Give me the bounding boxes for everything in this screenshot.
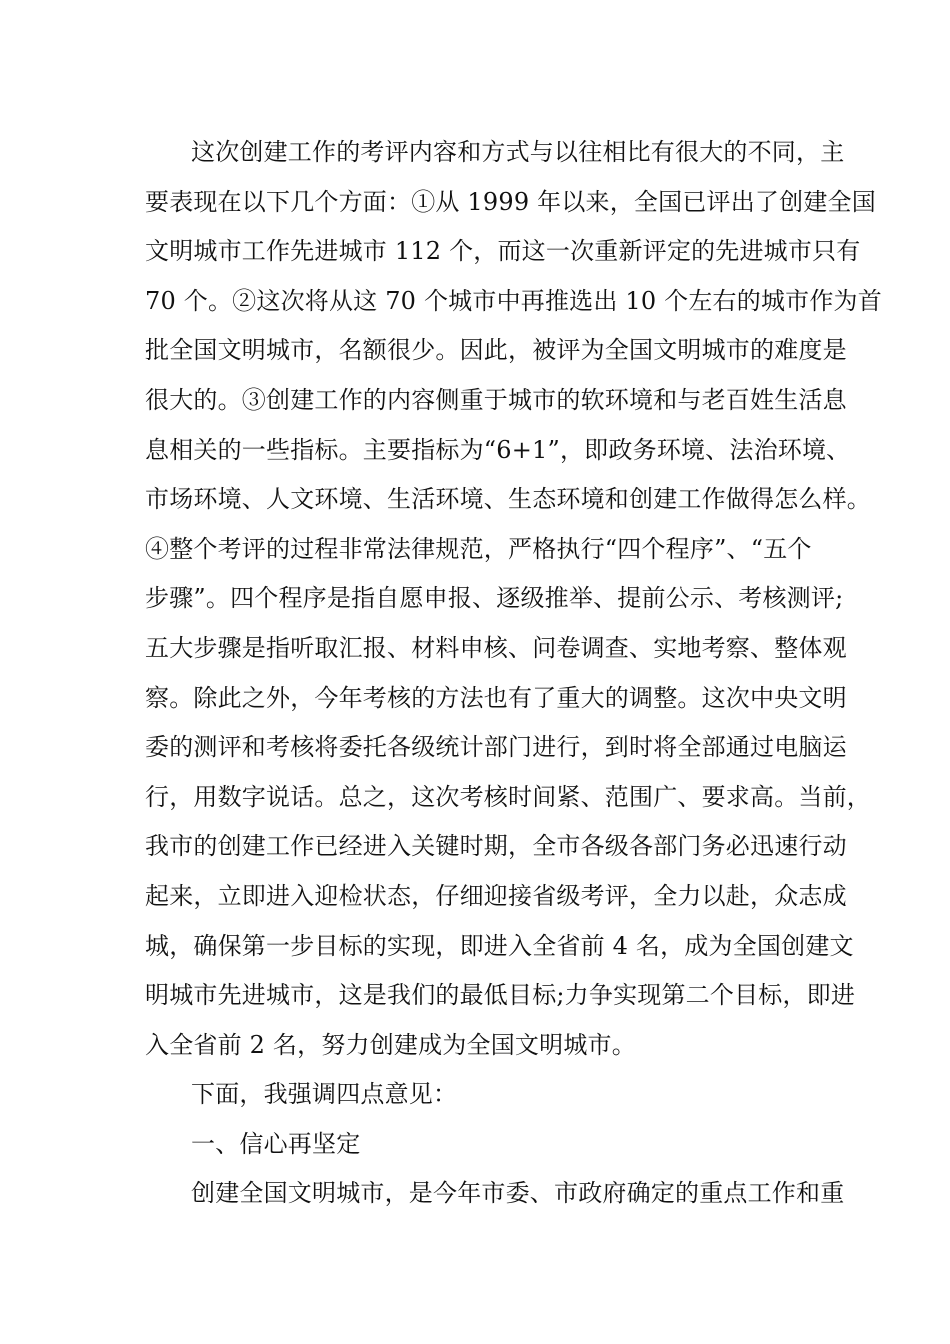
paragraph-line: 批全国文明城市，名额很少。因此，被评为全国文明城市的难度是 [145,336,847,365]
paragraph-line: 城，确保第一步目标的实现，即进入全省前 4 名，成为全国创建文 [145,931,854,960]
paragraph-line: 下面，我强调四点意见： [191,1080,458,1109]
paragraph-line: 息相关的一些指标。主要指标为“6+1”，即政务环境、法治环境、 [145,435,851,464]
paragraph-line: 五大步骤是指听取汇报、材料申核、问卷调查、实地考察、整体观 [145,633,847,662]
paragraph-line: 市场环境、人文环境、生活环境、生态环境和创建工作做得怎么样。 [145,485,871,514]
paragraph-line: 创建全国文明城市，是今年市委、市政府确定的重点工作和重 [191,1179,845,1208]
paragraph-line: 文明城市工作先进城市 112 个，而这一次重新评定的先进城市只有 [145,237,861,266]
paragraph-line: 入全省前 2 名，努力创建成为全国文明城市。 [145,1030,636,1059]
paragraph-line: 起来，立即进入迎检状态，仔细迎接省级考评，全力以赴，众志成 [145,881,847,910]
section-heading: 一、信心再坚定 [191,1129,361,1158]
paragraph-line: 我市的创建工作已经进入关键时期，全市各级各部门务必迅速行动 [145,832,847,861]
paragraph-line: 行，用数字说话。总之，这次考核时间紧、范围广、要求高。当前， [145,782,871,811]
paragraph-line: 明城市先进城市，这是我们的最低目标;力争实现第二个目标，即进 [145,981,856,1010]
paragraph-line: 要表现在以下几个方面：①从 1999 年以来，全国已评出了创建全国 [145,187,876,216]
body-text [145,128,882,1219]
paragraph-line: ④整个考评的过程非常法律规范，严格执行“四个程序”、“五个 [145,534,812,563]
paragraph-line: 70 个。②这次将从这 70 个城市中再推选出 10 个左右的城市作为首 [145,286,882,315]
paragraph-line: 这次创建工作的考评内容和方式与以往相比有很大的不同，主 [191,138,845,166]
paragraph-line: 步骤”。四个程序是指自愿申报、逐级推举、提前公示、考核测评; [145,584,844,613]
paragraph-line: 委的测评和考核将委托各级统计部门进行，到时将全部通过电脑运 [145,733,847,762]
paragraph-line: 察。除此之外，今年考核的方法也有了重大的调整。这次中央文明 [145,683,847,712]
paragraph-line: 很大的。③创建工作的内容侧重于城市的软环境和与老百姓生活息 [145,385,847,414]
